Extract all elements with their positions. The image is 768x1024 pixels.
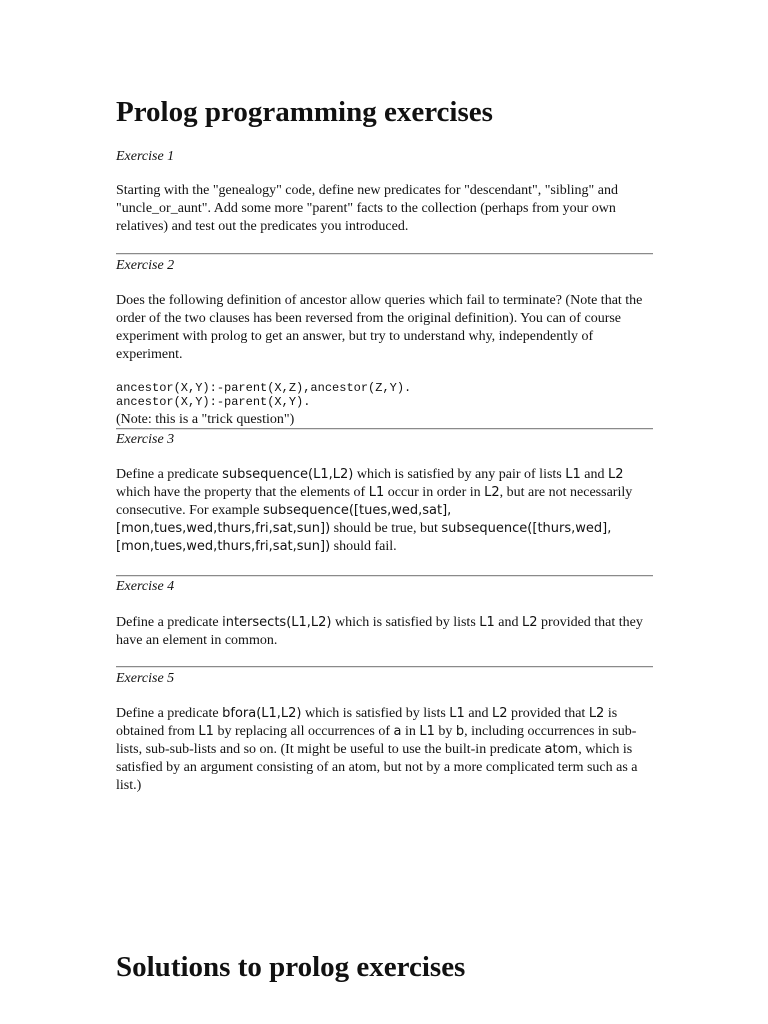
exercise-1-label: Exercise 1	[116, 149, 175, 164]
code-subsequence-true-example: subsequence([tues,wed,sat],[mon,tues,wed,thurs,fri,sat,sun])	[116, 503, 452, 536]
section-divider	[116, 666, 653, 668]
exercise-2-label: Exercise 2	[116, 258, 175, 273]
code-subsequence-fail-example: subsequence([thurs,wed],[mon,tues,wed,thurs,fri,sat,sun])	[116, 521, 612, 554]
exercise-2-note: (Note: this is a "trick question")	[116, 412, 295, 427]
code-bfora: bfora(L1,L2)	[222, 706, 302, 721]
page-title: Prolog programming exercises	[116, 96, 493, 128]
exercise-2-text: Does the following definition of ancestor allow queries which fail to terminate? (Note that the order of the two clauses has been reversed from the original definition). You can of course experiment with prolog to get an answer, but try to understand why, independently of experiment.	[116, 293, 643, 362]
exercise-5-text: Define a predicate bfora(L1,L2) which is satisfied by lists L1 and L2 provided that L2 is obtained from L1 by replacing all occurrences of a in L1 by b, including occurrences in sub-lists, sub-sub-lists and so on. (It might be useful to use the built-in predicate atom, which is satisfied by an argument consisting of an atom, but not by a more complicated term such as a list.)	[116, 706, 638, 793]
solutions-title: Solutions to prolog exercises	[116, 951, 466, 983]
code-line-1: ancestor(X,Y):-parent(X,Z),ancestor(Z,Y).	[116, 381, 412, 395]
code-intersects: intersects(L1,L2)	[222, 615, 332, 630]
code-line-2: ancestor(X,Y):-parent(X,Y).	[116, 395, 311, 409]
exercise-4-text: Define a predicate intersects(L1,L2) which is satisfied by lists L1 and L2 provided that they have an element in common.	[116, 615, 643, 648]
section-divider	[116, 253, 653, 255]
exercise-5-label: Exercise 5	[116, 671, 175, 686]
section-divider	[116, 575, 653, 577]
ancestor-code-block	[116, 381, 411, 409]
code-subsequence: subsequence(L1,L2)	[222, 467, 354, 482]
exercise-4-label: Exercise 4	[116, 579, 175, 594]
exercise-3-text: Define a predicate subsequence(L1,L2) which is satisfied by any pair of lists L1 and L2 which have the property that the elements of L1 occur in order in L2, but are not necessarily consecutive. For example subsequence([tues,wed,sat],[mon,tues,wed,thurs,fri,sat,sun]) should be true, but subsequence([thurs,wed],[mon,tues,wed,thurs,fri,sat,sun]) should fail.	[116, 467, 633, 554]
code-atom: atom	[544, 742, 579, 757]
exercise-3-label: Exercise 3	[116, 432, 175, 447]
section-divider	[116, 428, 653, 430]
exercise-1-text: Starting with the "genealogy" code, define new predicates for "descendant", "sibling" and "uncle_or_aunt". Add some more "parent" facts to the collection (perhaps from your own relatives) and test out the predicates you introduced.	[116, 183, 618, 234]
